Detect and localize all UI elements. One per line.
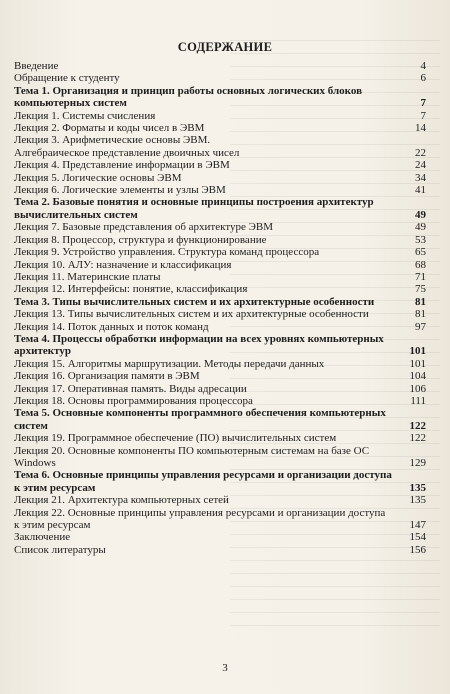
page-title: СОДЕРЖАНИЕ	[177, 40, 273, 54]
toc-entry-text: Лекция 3. Арифметические основы ЭВМ.	[14, 134, 211, 147]
toc-entry-page: 129	[409, 457, 426, 469]
toc-entry-page: 122	[409, 419, 426, 432]
toc-entry-page: 97	[415, 320, 426, 333]
toc-entry	[14, 395, 426, 407]
toc-entry-page: 101	[409, 357, 426, 370]
toc-entry-text: Лекция 12. Интерфейсы: понятие, классификация	[14, 283, 248, 296]
toc-entry-page: 154	[409, 531, 426, 544]
toc-entry	[14, 445, 426, 470]
toc-entry	[14, 234, 426, 246]
toc-entry	[14, 383, 426, 395]
toc-entry-page: 14	[415, 122, 426, 135]
toc-entry-text: Обращение к студенту	[14, 72, 120, 85]
toc-entry	[14, 321, 426, 333]
toc-entry-text: Лекция 13. Типы вычислительных систем и их архитектурные особенности	[14, 308, 369, 321]
toc-entry-page: 81	[415, 308, 426, 321]
toc-entry-text: Лекция 21. Архитектура компьютерных сетей	[14, 494, 229, 507]
toc-topic-entry	[14, 407, 426, 432]
toc-entry-text: Список литературы	[14, 543, 106, 556]
toc-topic-entry	[14, 296, 426, 308]
toc-entry-page: 7	[420, 97, 426, 110]
table-of-contents	[14, 60, 426, 556]
toc-entry-page: 156	[409, 543, 426, 556]
toc-entry	[14, 370, 426, 382]
toc-entry-page: 24	[415, 159, 426, 172]
toc-entry	[14, 159, 426, 171]
toc-entry-text: Лекция 22. Основные принципы управления ресурсами и организации доступа к этим ресурсам	[14, 506, 386, 532]
toc-topic-entry	[14, 333, 426, 358]
toc-entry-page: 135	[409, 481, 426, 494]
toc-entry-text: Лекция 19. Программное обеспечение (ПО) вычислительных систем	[14, 432, 337, 445]
toc-entry-page: 122	[409, 432, 426, 445]
toc-entry-page: 6	[420, 72, 426, 85]
page-number: 3	[222, 662, 228, 674]
toc-entry	[14, 221, 426, 233]
toc-entry-text: Тема 2. Базовые понятия и основные принципы построения архитектур вычислительных систем	[14, 196, 374, 221]
toc-entry-page: 41	[415, 184, 426, 197]
toc-entry-page: 71	[415, 270, 426, 283]
toc-entry-page: 65	[415, 246, 426, 259]
toc-entry	[14, 308, 426, 320]
toc-entry-text: Лекция 18. Основы программирования процессора	[14, 394, 253, 407]
toc-entry-text: Лекция 7. Базовые представления об архитектуре ЭВМ	[14, 221, 273, 234]
toc-entry-page: 49	[415, 208, 426, 221]
toc-entry-page: 147	[409, 519, 426, 532]
toc-entry-page: 53	[415, 233, 426, 246]
toc-entry	[14, 72, 426, 84]
toc-entry	[14, 531, 426, 543]
toc-entry-text: Лекция 16. Организация памяти в ЭВМ	[14, 370, 200, 383]
toc-entry	[14, 134, 426, 146]
toc-entry-text: Лекция 8. Процессор, структура и функционирование	[14, 233, 267, 246]
toc-entry	[14, 122, 426, 134]
toc-entry-page: 4	[420, 60, 426, 72]
toc-topic-entry	[14, 469, 426, 494]
toc-entry-text: Лекция 11. Материнские платы	[14, 270, 161, 283]
toc-entry-page: 81	[415, 295, 426, 308]
toc-entry	[14, 271, 426, 283]
toc-entry-text: Алгебраическое представление двоичных чисел	[14, 146, 240, 159]
toc-entry	[14, 358, 426, 370]
toc-entry-text: Тема 3. Типы вычислительных систем и их архитектурные особенности	[14, 295, 375, 308]
toc-entry	[14, 507, 426, 532]
toc-entry-page: 22	[415, 146, 426, 159]
toc-entry	[14, 432, 426, 444]
toc-entry	[14, 494, 426, 506]
toc-entry	[14, 172, 426, 184]
toc-entry-text: Тема 5. Основные компоненты программного обеспечения компьютерных систем	[14, 407, 386, 432]
toc-entry	[14, 544, 426, 556]
toc-entry	[14, 184, 426, 196]
toc-entry	[14, 147, 426, 159]
toc-topic-entry	[14, 196, 426, 221]
toc-entry-text: Тема 4. Процессы обработки информации на всех уровнях компьютерных архитектур	[14, 332, 384, 358]
toc-entry-page: 101	[409, 345, 426, 358]
toc-entry	[14, 110, 426, 122]
toc-entry-text: Заключение	[14, 531, 71, 544]
toc-entry-page: 49	[415, 221, 426, 234]
toc-entry-text: Лекция 14. Поток данных и поток команд	[14, 320, 209, 333]
toc-entry-page: 68	[415, 258, 426, 271]
toc-entry-text: Тема 1. Организация и принцип работы основных логических блоков компьютерных систем	[14, 84, 363, 110]
toc-entry-text: Лекция 2. Форматы и коды чисел в ЭВМ	[14, 122, 205, 135]
toc-entry-text: Лекция 5. Логические основы ЭВМ	[14, 171, 182, 184]
toc-entry-text: Лекция 4. Представление информации в ЭВМ	[14, 159, 230, 172]
toc-entry	[14, 283, 426, 295]
toc-entry-page: 104	[409, 370, 426, 383]
toc-entry-page: 7	[420, 109, 426, 122]
toc-entry-text: Лекция 20. Основные компоненты ПО компьютерным системам на базе ОС Windows	[14, 444, 370, 469]
toc-entry-text: Тема 6. Основные принципы управления ресурсами и организации доступа к этим ресурсам	[14, 469, 392, 494]
toc-entry-page: 75	[415, 283, 426, 296]
toc-entry-page: 34	[415, 171, 426, 184]
toc-entry	[14, 259, 426, 271]
toc-entry	[14, 60, 426, 72]
toc-entry-text: Лекция 9. Устройство управления. Структура команд процессора	[14, 246, 320, 259]
toc-entry-text: Лекция 15. Алгоритмы маршрутизации. Методы передачи данных	[14, 357, 325, 370]
toc-entry-text: Лекция 10. АЛУ: назначение и классификация	[14, 258, 232, 271]
toc-entry-text: Лекция 17. Оперативная память. Виды адресации	[14, 382, 247, 395]
toc-entry-text: Лекция 6. Логические элементы и узлы ЭВМ	[14, 184, 226, 197]
toc-entry-text: Введение	[14, 60, 59, 72]
toc-entry-text: Лекция 1. Системы счисления	[14, 109, 156, 122]
toc-entry-page: 135	[409, 494, 426, 507]
toc-entry-page: 106	[409, 382, 426, 395]
toc-topic-entry	[14, 85, 426, 110]
toc-entry-page: 111	[410, 394, 426, 407]
toc-entry	[14, 246, 426, 258]
